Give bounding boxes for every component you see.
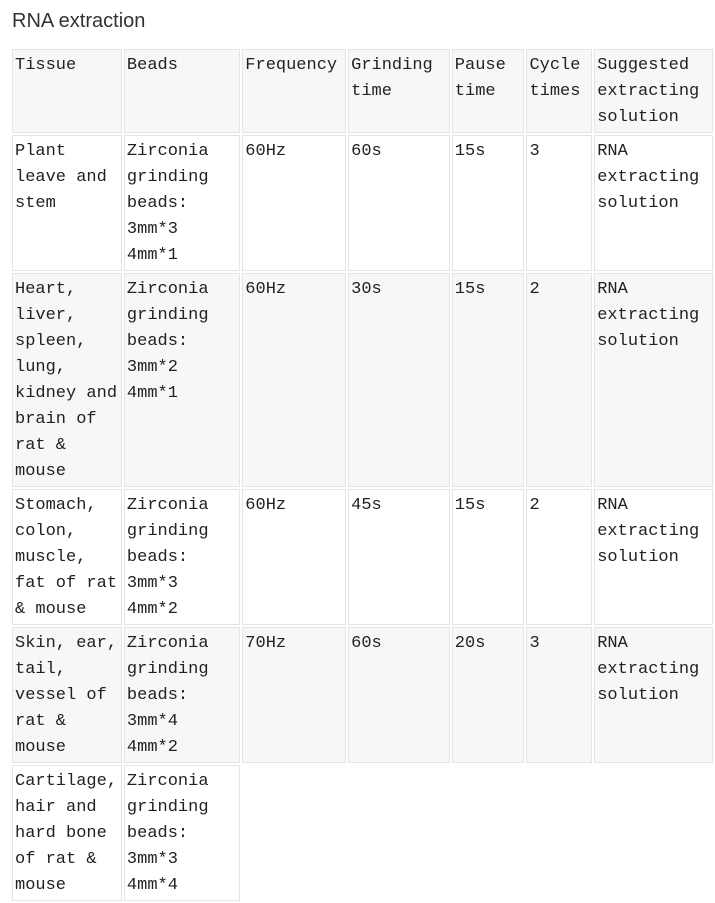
cell-text: stem xyxy=(15,194,56,213)
cell-text: 15s xyxy=(454,496,486,515)
cell-text: 60Hz xyxy=(245,280,287,299)
cell-text: extracting xyxy=(597,168,700,187)
cell-text: Skin, ear, xyxy=(15,634,118,653)
cell-beads xyxy=(124,489,240,625)
cell-text: Stomach, xyxy=(15,496,97,515)
cell-text: 60s xyxy=(351,634,382,653)
cell-text: 4mm*2 xyxy=(126,738,178,757)
table-row xyxy=(12,273,713,487)
cell-text: grinding xyxy=(126,522,209,541)
cell-text: extracting xyxy=(597,660,700,679)
cell-text: 3mm*3 xyxy=(126,220,178,239)
cell-tissue xyxy=(12,765,122,901)
empty-cell xyxy=(594,765,713,901)
cell-cycle-times xyxy=(526,627,592,763)
header-text: Frequency xyxy=(245,56,338,75)
cell-suggested-solution xyxy=(594,135,713,271)
cell-text: 4mm*1 xyxy=(126,384,178,403)
cell-tissue xyxy=(12,273,122,487)
cell-beads xyxy=(124,627,240,763)
cell-text: Zirconia xyxy=(126,772,209,791)
header-text: Tissue xyxy=(15,56,77,75)
cell-text: 4mm*4 xyxy=(126,876,178,895)
cell-text: RNA xyxy=(597,634,628,653)
cell-text: kidney and xyxy=(15,384,118,403)
header-text: solution xyxy=(597,108,679,127)
cell-tissue xyxy=(12,489,122,625)
cell-text: 15s xyxy=(454,280,486,299)
cell-text: Zirconia xyxy=(126,634,209,653)
cell-pause-time xyxy=(452,627,525,763)
cell-text: vessel of xyxy=(15,686,107,705)
header-cell-frequency xyxy=(242,49,346,133)
cell-text: & mouse xyxy=(15,600,87,619)
cell-beads xyxy=(124,765,240,901)
rna-extraction-table xyxy=(10,47,715,903)
header-text: extracting xyxy=(597,82,700,101)
cell-text: Heart, xyxy=(15,280,77,299)
cell-text: RNA xyxy=(597,280,628,299)
cell-text: 60Hz xyxy=(245,496,287,515)
cell-text: extracting xyxy=(597,522,700,541)
empty-cell xyxy=(348,765,450,901)
table-body xyxy=(12,49,713,901)
cell-pause-time xyxy=(452,273,525,487)
header-text: Suggested xyxy=(597,56,690,75)
table-header-row xyxy=(12,49,713,133)
header-cell-suggested-solution xyxy=(594,49,713,133)
cell-text: 3mm*2 xyxy=(126,358,178,377)
cell-text: 30s xyxy=(351,280,382,299)
cell-text: beads: xyxy=(126,824,189,843)
cell-tissue xyxy=(12,135,122,271)
cell-text: lung, xyxy=(15,358,67,377)
header-text: Beads xyxy=(126,56,178,75)
cell-text: Cartilage, xyxy=(15,772,118,791)
cell-grinding-time xyxy=(348,627,450,763)
cell-text: beads: xyxy=(126,686,189,705)
page-title: RNA extraction xyxy=(12,10,146,32)
cell-text: 45s xyxy=(351,496,382,515)
header-cell-pause-time xyxy=(452,49,525,133)
cell-text: brain of xyxy=(15,410,97,429)
table-row xyxy=(12,135,713,271)
cell-text: 15s xyxy=(454,142,486,161)
cell-text: 3mm*4 xyxy=(126,712,178,731)
cell-text: 3 xyxy=(529,634,540,653)
cell-text: mouse xyxy=(15,462,67,481)
empty-cell xyxy=(526,765,592,901)
cell-text: rat & xyxy=(15,712,67,731)
header-text: time xyxy=(454,82,496,101)
cell-grinding-time xyxy=(348,489,450,625)
cell-text: solution xyxy=(597,548,679,567)
cell-text: Plant xyxy=(15,142,67,161)
cell-grinding-time xyxy=(348,273,450,487)
header-cell-beads xyxy=(124,49,240,133)
cell-grinding-time xyxy=(348,135,450,271)
cell-text: 3mm*3 xyxy=(126,574,178,593)
empty-cell xyxy=(452,765,525,901)
cell-suggested-solution xyxy=(594,273,713,487)
cell-text: beads: xyxy=(126,332,189,351)
cell-text: grinding xyxy=(126,660,209,679)
cell-text: RNA xyxy=(597,496,628,515)
rna-extraction-table-container xyxy=(10,47,715,903)
header-text: times xyxy=(529,82,581,101)
cell-text: RNA xyxy=(597,142,628,161)
cell-text: 4mm*2 xyxy=(126,600,178,619)
cell-text: spleen, xyxy=(15,332,87,351)
cell-pause-time xyxy=(452,489,525,625)
cell-text: beads: xyxy=(126,194,189,213)
cell-text: of rat & xyxy=(15,850,97,869)
cell-cycle-times xyxy=(526,135,592,271)
cell-beads xyxy=(124,135,240,271)
cell-pause-time xyxy=(452,135,525,271)
cell-text: rat & xyxy=(15,436,67,455)
cell-text: Zirconia xyxy=(126,280,209,299)
header-cell-tissue xyxy=(12,49,122,133)
cell-text: 60s xyxy=(351,142,382,161)
cell-text: grinding xyxy=(126,798,209,817)
cell-text: leave and xyxy=(15,168,107,187)
header-text: Grinding xyxy=(351,56,433,75)
cell-text: 2 xyxy=(529,280,540,299)
header-cell-grinding-time xyxy=(348,49,450,133)
cell-text: fat of rat xyxy=(15,574,118,593)
cell-beads xyxy=(124,273,240,487)
table-row xyxy=(12,489,713,625)
cell-text: muscle, xyxy=(15,548,87,567)
table-row xyxy=(12,627,713,763)
cell-text: grinding xyxy=(126,306,209,325)
cell-text: 3 xyxy=(529,142,540,161)
cell-text: 3mm*3 xyxy=(126,850,178,869)
cell-text: Zirconia xyxy=(126,142,209,161)
cell-suggested-solution xyxy=(594,627,713,763)
cell-text: 4mm*1 xyxy=(126,246,178,265)
cell-suggested-solution xyxy=(594,489,713,625)
cell-text: solution xyxy=(597,686,679,705)
cell-text: solution xyxy=(597,332,679,351)
cell-text: Zirconia xyxy=(126,496,209,515)
cell-text: colon, xyxy=(15,522,77,541)
cell-text: mouse xyxy=(15,876,67,895)
cell-text: 20s xyxy=(454,634,486,653)
cell-text: 60Hz xyxy=(245,142,287,161)
cell-text: 70Hz xyxy=(245,634,287,653)
cell-text: hair and xyxy=(15,798,97,817)
empty-cell xyxy=(242,765,346,901)
cell-frequency xyxy=(242,273,346,487)
cell-text: solution xyxy=(597,194,679,213)
cell-text: hard bone xyxy=(15,824,107,843)
cell-text: mouse xyxy=(15,738,67,757)
cell-text: 2 xyxy=(529,496,540,515)
cell-frequency xyxy=(242,489,346,625)
header-text: time xyxy=(351,82,392,101)
cell-cycle-times xyxy=(526,273,592,487)
cell-text: tail, xyxy=(15,660,67,679)
header-text: Pause xyxy=(454,56,506,75)
cell-frequency xyxy=(242,627,346,763)
cell-text: liver, xyxy=(15,306,77,325)
cell-text: extracting xyxy=(597,306,700,325)
cell-tissue xyxy=(12,627,122,763)
header-text: Cycle xyxy=(529,56,581,75)
cell-text: beads: xyxy=(126,548,189,567)
cell-frequency xyxy=(242,135,346,271)
cell-text: grinding xyxy=(126,168,209,187)
header-cell-cycle-times xyxy=(526,49,592,133)
cell-cycle-times xyxy=(526,489,592,625)
table-row xyxy=(12,765,713,901)
